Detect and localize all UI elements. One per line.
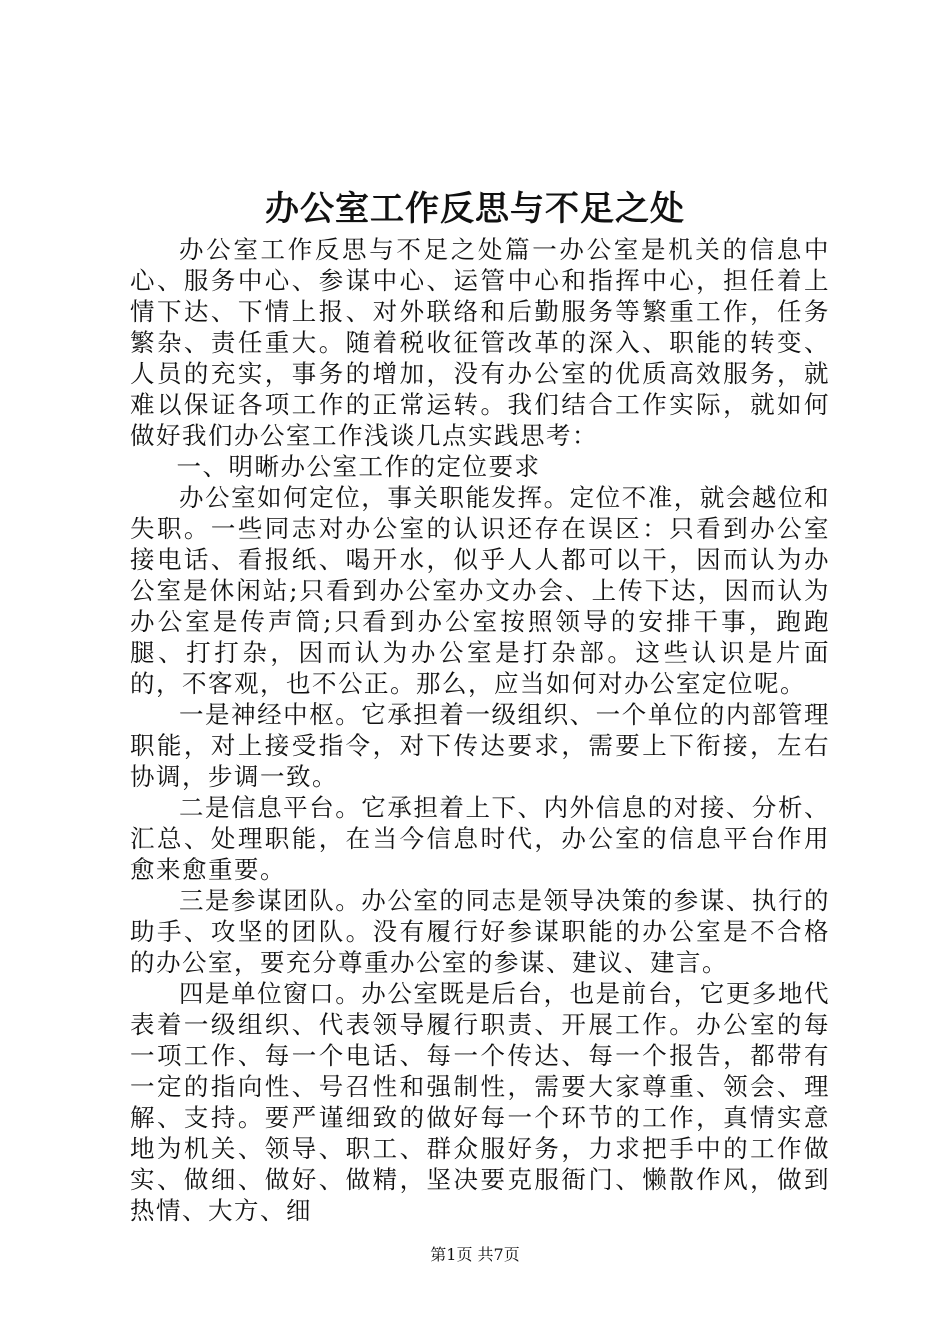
document-body — [130, 234, 830, 1226]
document-title: 办公室工作反思与不足之处 — [265, 189, 685, 229]
page-number: 第1页 共7页 — [430, 1245, 520, 1264]
paragraph-intro: 办公室工作反思与不足之处篇一办公室是机关的信息中心、服务中心、参谋中心、运管中心和指挥中心，担任着上情下达、下情上报、对外联络和后勤服务等繁重工作，任务繁杂、责任重大。随着税收征管改革的深入、职能的转变、人员的充实，事务的增加，没有办公室的优质高效服务，就难以保证各项工作的正常运转。我们结合工作实际，就如何做好我们办公室工作浅谈几点实践思考： — [130, 235, 830, 450]
paragraph-point-two: 二是信息平台。它承担着上下、内外信息的对接、分析、汇总、处理职能，在当今信息时代，办公室的信息平台作用愈来愈重要。 — [130, 793, 830, 884]
paragraph-point-four: 四是单位窗口。办公室既是后台，也是前台，它更多地代表着一级组织、代表领导履行职责、开展工作。办公室的每一项工作、每一个电话、每一个传达、每一个报告，都带有一定的指向性、号召性和强制性，需要大家尊重、领会、理解、支持。要严谨细致的做好每一个环节的工作，真情实意地为机关、领导、职工、群众服好务，力求把手中的工作做实、做细、做好、做精，坚决要克服衙门、懒散作风，做到热情、大方、细 — [130, 979, 830, 1225]
paragraph-positioning: 办公室如何定位，事关职能发挥。定位不准，就会越位和失职。一些同志对办公室的认识还存在误区：只看到办公室接电话、看报纸、喝开水，似乎人人都可以干，因而认为办公室是休闲站;只看到办公室办文办会、上传下达，因而认为办公室是传声筒;只看到办公室按照领导的安排干事，跑跑腿、打打杂，因而认为办公室是打杂部。这些认识是片面的，不客观，也不公正。那么，应当如何对办公室定位呢。 — [130, 483, 830, 698]
paragraph-point-one: 一是神经中枢。它承担着一级组织、一个单位的内部管理职能，对上接受指令，对下传达要求，需要上下衔接，左右协调，步调一致。 — [130, 700, 830, 791]
paragraph-point-three: 三是参谋团队。办公室的同志是领导决策的参谋、执行的助手、攻坚的团队。没有履行好参谋职能的办公室是不合格的办公室，要充分尊重办公室的参谋、建议、建言。 — [130, 886, 830, 977]
section-heading: 一、明晰办公室工作的定位要求 — [176, 452, 541, 481]
